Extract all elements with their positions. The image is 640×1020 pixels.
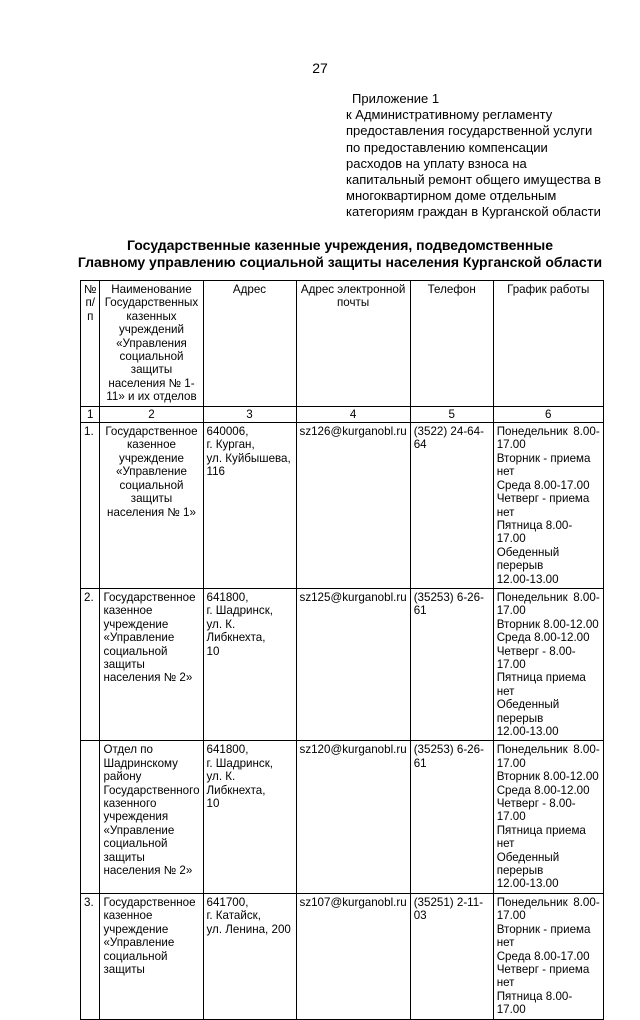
appendix-line: категориям граждан в Курганской области <box>346 204 601 220</box>
appendix-line: многоквартирном доме отдельным <box>346 188 557 204</box>
schedule-time: 8.00- <box>573 590 600 604</box>
column-number: 6 <box>493 406 603 422</box>
row-number: 1. <box>81 423 100 589</box>
appendix-line: расходов на уплату взноса на <box>346 155 527 171</box>
work-schedule <box>493 588 603 740</box>
column-number: 5 <box>410 406 493 422</box>
address-line: 116 <box>206 465 225 479</box>
address-line: ул. К. Либкнехта, <box>206 770 266 797</box>
schedule-line: 17.00 <box>496 909 526 923</box>
schedule-line: Вторник 8.00-12.00 <box>496 617 599 631</box>
schedule-line: Вторник - приема нет <box>496 451 591 479</box>
schedule-day: Понедельник <box>496 590 568 604</box>
row-number <box>81 741 100 893</box>
schedule-line: Пятница приема нет <box>496 823 586 851</box>
institution-name: Отдел по Шадринскому району Государственного казенного учреждения «Управление социальной защиты населения № 2» <box>100 741 203 893</box>
institution-email: sz125@kurganobl.ru <box>296 588 410 740</box>
row-number: 3. <box>81 893 100 1019</box>
institution-phone: (35253) 6-26-61 <box>410 588 493 740</box>
institution-phone: (3522) 24-64-64 <box>410 423 493 589</box>
schedule-line: 17.00 <box>496 438 526 452</box>
schedule-line: Четверг - 8.00-17.00 <box>496 797 576 824</box>
column-number: 3 <box>203 406 296 422</box>
table-row <box>81 423 604 589</box>
header-email: Адрес электронной почты <box>296 281 410 407</box>
header-address: Адрес <box>203 281 296 407</box>
address-line: ул. Куйбышева, <box>206 451 291 465</box>
schedule-line: Среда 8.00-17.00 <box>496 949 590 963</box>
address-line: г. Катайск, <box>206 909 261 923</box>
table-header-row <box>81 281 604 407</box>
row-number: 2. <box>81 588 100 740</box>
institution-email: sz120@kurganobl.ru <box>296 741 410 893</box>
schedule-line: 12.00-13.00 <box>496 572 559 586</box>
address-line: ул. Ленина, 200 <box>206 922 291 936</box>
institution-phone: (35253) 6-26-61 <box>410 741 493 893</box>
appendix-line: капитальный ремонт общего имущества в <box>346 172 602 188</box>
institution-address <box>203 893 296 1019</box>
schedule-line: Пятница приема нет <box>496 671 586 698</box>
address-line: г. Курган, <box>206 438 255 452</box>
column-number: 2 <box>100 406 203 422</box>
work-schedule <box>493 741 603 893</box>
schedule-line: 12.00-13.00 <box>496 877 559 891</box>
schedule-day: Понедельник <box>496 425 568 439</box>
schedule-line: 17.00 <box>496 756 526 770</box>
institution-email: sz107@kurganobl.ru <box>296 893 410 1019</box>
table-row <box>81 741 604 893</box>
schedule-line: Пятница 8.00-17.00 <box>496 518 573 546</box>
address-line: 641700, <box>206 895 249 909</box>
institution-address <box>203 741 296 893</box>
page-number: 27 <box>312 60 328 76</box>
institution-name: Государственное казенное учреждение «Управление социальной защиты населения № 2» <box>100 588 203 740</box>
institution-phone: (35251) 2-11-03 <box>410 893 493 1019</box>
institution-name: Государственное казенное учреждение «Управление социальной защиты <box>100 893 203 1019</box>
column-number-row <box>81 406 604 422</box>
schedule-time: 8.00- <box>573 743 600 757</box>
schedule-line: Пятница 8.00-17.00 <box>496 989 573 1017</box>
schedule-line: 17.00 <box>496 604 526 618</box>
schedule-line: Четверг - 8.00-17.00 <box>496 644 576 671</box>
column-number: 4 <box>296 406 410 422</box>
appendix-block <box>346 91 616 221</box>
schedule-line: Четверг - приема нет <box>496 962 590 990</box>
header-schedule: График работы <box>493 281 603 407</box>
schedule-day: Понедельник <box>496 895 568 909</box>
institution-email: sz126@kurganobl.ru <box>296 423 410 589</box>
schedule-line: Обеденный перерыв <box>496 545 560 573</box>
schedule-line: 12.00-13.00 <box>496 725 559 738</box>
appendix-line: Приложение 1 <box>352 91 440 106</box>
schedule-line: Четверг - приема нет <box>496 492 590 519</box>
work-schedule <box>493 893 603 1019</box>
table-row <box>81 893 604 1019</box>
address-line: 10 <box>206 797 220 811</box>
schedule-line: Среда 8.00-17.00 <box>496 478 590 492</box>
address-line: г. Шадринск, <box>206 604 274 618</box>
address-line: 641800, <box>206 743 249 757</box>
header-num: № п/п <box>81 281 100 407</box>
address-line: ул. К. Либкнехта, <box>206 617 266 645</box>
header-phone: Телефон <box>410 281 493 407</box>
header-name: Наименование Государственных казенных учреждений «Управления социальной защиты населения № 1-11» и их отделов <box>100 281 203 407</box>
institution-address <box>203 423 296 589</box>
work-schedule <box>493 423 603 589</box>
table-row <box>81 588 604 740</box>
schedule-time: 8.00- <box>573 425 600 439</box>
appendix-line: к Административному регламенту <box>346 107 553 123</box>
institutions-table <box>80 280 604 1020</box>
schedule-day: Понедельник <box>496 743 568 757</box>
address-line: г. Шадринск, <box>206 756 274 770</box>
institution-name: Государственное казенное учреждение «Управление социальной защиты населения № 1» <box>100 423 203 589</box>
heading-line-2: Главному управлению социальной защиты населения Курганской области <box>77 254 603 270</box>
document-heading <box>60 237 620 271</box>
appendix-line: предоставления государственной услуги <box>346 123 593 139</box>
schedule-line: Среда 8.00-12.00 <box>496 631 590 645</box>
address-line: 641800, <box>206 590 249 604</box>
schedule-time: 8.00- <box>573 895 600 909</box>
schedule-line: Обеденный перерыв <box>496 850 560 878</box>
heading-line-1: Государственные казенные учреждения, подведомственные <box>126 237 554 253</box>
schedule-line: Вторник 8.00-12.00 <box>496 770 599 784</box>
schedule-line: Среда 8.00-12.00 <box>496 783 590 797</box>
column-number: 1 <box>81 406 100 422</box>
schedule-line: Вторник - приема нет <box>496 922 591 950</box>
institution-address <box>203 588 296 740</box>
address-line: 10 <box>206 644 220 658</box>
address-line: 640006, <box>206 425 249 439</box>
appendix-line: по предоставлению компенсации <box>346 139 548 155</box>
schedule-line: Обеденный перерыв <box>496 698 560 725</box>
